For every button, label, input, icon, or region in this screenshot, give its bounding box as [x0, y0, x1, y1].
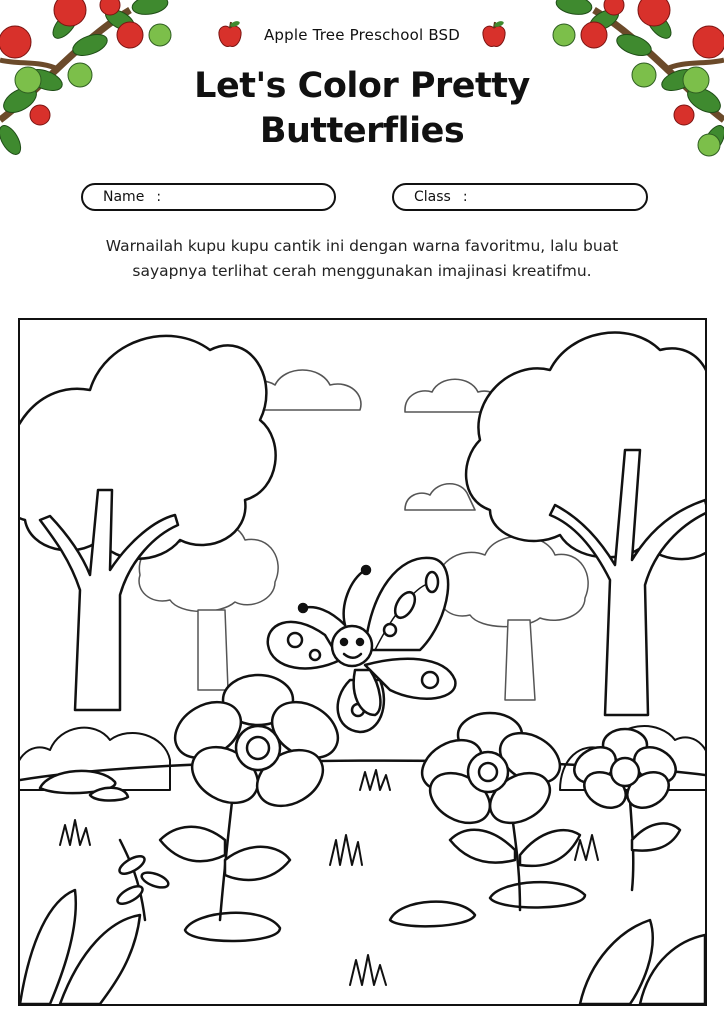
class-field[interactable] [392, 183, 648, 211]
coloring-picture-frame [18, 318, 707, 1006]
instructions-line-1: Warnailah kupu kupu cantik ini dengan warna favoritmu, lalu buat [105, 237, 619, 255]
school-name: Apple Tree Preschool BSD [263, 26, 461, 44]
name-label: Name [103, 189, 145, 205]
instructions-line-2: sayapnya terlihat cerah menggunakan imajinasi kreatifmu. [132, 262, 592, 280]
flower [160, 675, 348, 920]
coloring-picture [20, 320, 705, 1004]
school-header [0, 20, 724, 50]
name-separator: : [156, 189, 162, 205]
title-line-2: Butterflies [259, 111, 465, 151]
name-field[interactable] [81, 183, 336, 211]
page-title [0, 64, 724, 154]
class-separator: : [462, 189, 468, 205]
apple-icon [479, 20, 509, 50]
tree [466, 333, 705, 715]
apple-icon [215, 20, 245, 50]
flower [413, 713, 580, 910]
title-line-1: Let's Color Pretty [194, 66, 530, 106]
flower [568, 729, 682, 890]
tree [20, 336, 276, 710]
instructions [60, 234, 664, 284]
class-label: Class [414, 189, 451, 205]
cloud [235, 370, 502, 510]
